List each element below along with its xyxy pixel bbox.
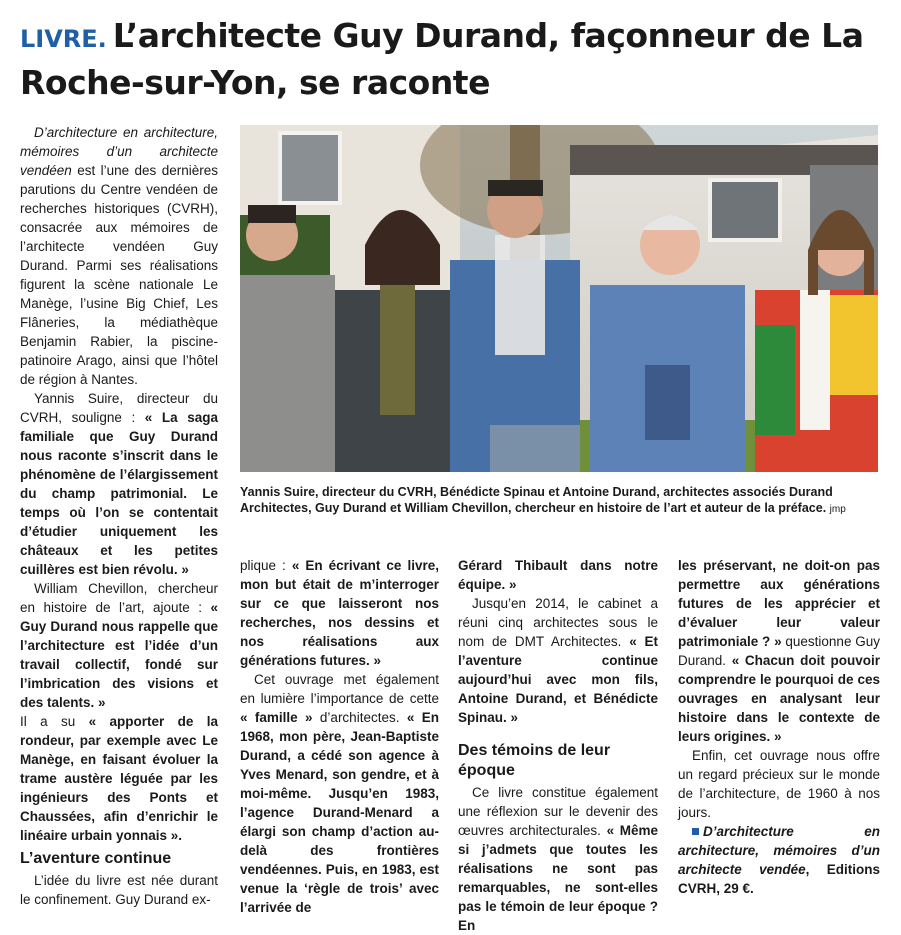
paragraph — [20, 712, 218, 845]
column-3 — [458, 556, 658, 935]
caption-text: Yannis Suire, directeur du CVRH, Bénédicte Spinau et Antoine Durand, architectes associés Durand Architectes, Guy Durand et William Chevillon, chercheur en histoire de l’art et auteur de la préface. — [240, 485, 833, 515]
paragraph-text: d’architectes. — [312, 710, 400, 725]
intro-block — [20, 123, 218, 909]
paragraph-text: Ce livre constitue également une réflexion sur le devenir des œuvres architecturales. — [458, 785, 658, 838]
subheading: L’aventure continue — [20, 850, 172, 867]
headline-kicker: LIVRE. — [20, 25, 107, 53]
paragraph-text: Cet ouvrage met également en lumière l’importance de cette — [240, 672, 439, 706]
paragraph — [20, 579, 218, 712]
quote-text: « Chacun doit pouvoir comprendre le pourquoi de ces ouvrages en analysant leur histoire dans le contexte de leurs origines. » — [678, 653, 880, 744]
book-reference — [678, 822, 880, 898]
quote-text: « En écrivant ce livre, mon but était de m’interroger sur ce que laisseront nos recherches, nos dessins et nos réalisations aux générations futures. » — [240, 558, 439, 668]
group-photo — [240, 125, 878, 472]
paragraph-text: Il a su — [20, 714, 76, 729]
subheading: Des témoins de leur époque — [458, 742, 611, 779]
paragraph — [20, 123, 218, 389]
paragraph-text: William Chevillon, chercheur en histoire de l’art, ajoute : — [20, 581, 218, 615]
paragraph — [458, 556, 658, 594]
quote-text: les préservant, ne doit-on pas permettre aux générations futures de les apprécier et d’évaluer leur valeur patrimoniale ? » — [678, 558, 880, 649]
quote-text: Gérard Thibault dans notre équipe. » — [458, 558, 658, 592]
paragraph-text: plique : — [240, 558, 286, 573]
paragraph-text: Yannis Suire, directeur du CVRH, souligne : — [20, 391, 218, 425]
quote-text: « Même si j’admets que toutes les réalisations ne sont pas remarquables, ne sont-elles pas le témoin de leur époque ? En — [458, 823, 658, 933]
paragraph-text: Jusqu’en 2014, le cabinet a réuni cinq architectes sous le nom de DMT Architectes. — [458, 596, 658, 649]
paragraph — [240, 670, 439, 917]
paragraph — [240, 556, 439, 670]
square-bullet-icon — [692, 828, 699, 835]
quote-text: « En 1968, mon père, Jean-Baptiste Durand, a cédé son agence à Yves Menard, son gendre, et à moi-même. Jusqu’en 1983, l’agence Durand-Menard a élargi son champ d’action au-delà des frontières vendéennes. Puis, en 1983, est venue la ‘règle de trois’ avec l’arrivée de — [240, 710, 439, 915]
quote-text: « apporter de la rondeur, par exemple avec Le Manège, en faisant évoluer la trame austère léguée par les ingénieurs des Ponts et Chaussées, afin d’enrichir le linéaire urbain yonnais ». — [20, 714, 218, 843]
headline-title: L’architecte Guy Durand, façonneur de La Roche-sur-Yon, se raconte — [20, 16, 864, 102]
column-4 — [678, 556, 880, 898]
column-2 — [240, 556, 439, 917]
paragraph-text: Enfin, cet ouvrage nous offre un regard précieux sur le monde de l’architecture, de 1960 à nos jours. — [678, 748, 880, 820]
paragraph-text: est l’une des dernières parutions du Centre vendéen de recherches historiques (CVRH), consacrée aux mémoires de l’architecte vendéen Guy Durand. Parmi ses réalisations figurent la scène nationale Le Manège, l’usine Big Chief, Les Flâneries, la médiathèque Benjamin Rabier, la piscine-patinoire Arago, ainsi que l’hôtel de région à Nantes. — [20, 163, 218, 387]
paragraph — [20, 389, 218, 579]
quote-text: « La saga familiale que Guy Durand nous raconte s’inscrit dans le phénomène de l’élargissement du champ patrimonial. Le temps où l’on se contentait d’étudier uniquement les châteaux et les petites cuillères est bien révolu. » — [20, 410, 218, 577]
paragraph — [20, 871, 218, 909]
paragraph — [458, 594, 658, 727]
paragraph-text: L’idée du livre est née durant le confinement. Guy Durand ex- — [20, 873, 218, 907]
photo-credit: jmp — [829, 504, 846, 515]
book-title-inline: D’architecture en architecture, mémoires d’un architecte vendéen — [20, 125, 218, 178]
book-info: , Editions CVRH, 29 €. — [678, 862, 880, 896]
paragraph-text: questionne Guy Durand. — [678, 634, 880, 668]
quote-text: « Et l’aventure continue aujourd’hui avec mon fils, Antoine Durand, et Bénédicte Spinau. » — [458, 634, 659, 725]
paragraph — [678, 746, 880, 822]
quote-text: « famille » — [240, 710, 313, 725]
paragraph — [458, 783, 658, 935]
column-1 — [20, 123, 222, 909]
photo-caption — [240, 484, 878, 518]
headline — [20, 14, 890, 105]
paragraph — [678, 556, 880, 746]
quote-text: « Guy Durand nous rappelle que l’architecture est l’idée d’un travail collectif, fondé sur l’imbrication des visions et des talents. » — [20, 600, 219, 710]
book-title: D’architecture en architecture, mémoires d’un architecte vendée — [678, 824, 880, 877]
